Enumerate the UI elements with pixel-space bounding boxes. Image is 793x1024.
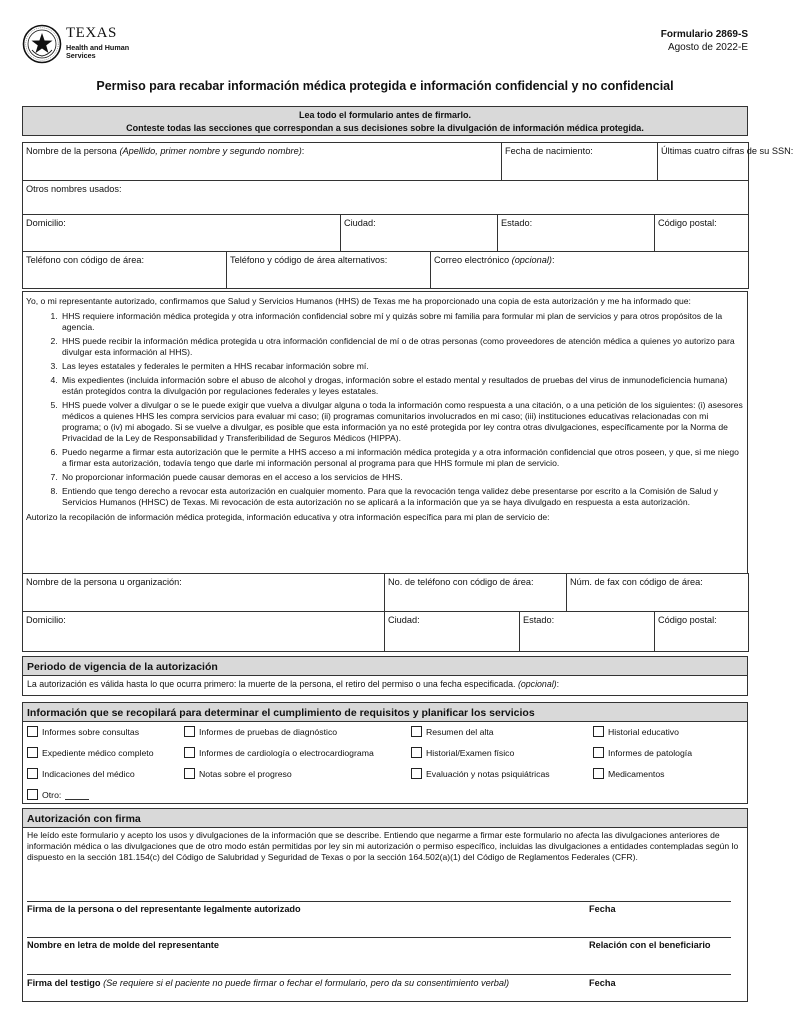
org-phone-label: No. de teléfono con código de área: [388,577,534,587]
checkbox-expediente-completo[interactable] [27,747,154,758]
signature-line[interactable] [27,901,593,902]
checkbox-evaluacion-psiquiatrica[interactable] [411,768,550,779]
zip-label: Código postal: [658,218,717,228]
witness-line[interactable] [27,974,593,975]
checkbox-box[interactable] [184,726,195,737]
person-name-field[interactable]: Nombre de la persona (Apellido, primer nombre y segundo nombre): [23,143,502,181]
checkbox-row-2 [23,745,747,766]
consent-item-8: 8. Entiendo que tengo derecho a revocar esta autorización en cualquier momento. Para que la revocación tenga validez debe presentarse por escrito a la Comisión de Salud y Servicios Humanos (HHSC) de Texas. Mi revocación de esta autorización no se aplicará a la información que ya se haya divulgado en respuesta a esta autorización. [60,486,744,508]
checkbox-medicamentos[interactable] [593,768,665,779]
org-zip-label: Código postal: [658,615,717,625]
checkbox-label: Informes de pruebas de diagnóstico [199,726,338,737]
checkbox-label: Resumen del alta [426,726,494,737]
checkbox-cardiologia[interactable] [184,747,374,758]
alt-phone-field[interactable] [227,252,431,289]
org-phone-field[interactable] [385,574,567,612]
consent-intro: Yo, o mi representante autorizado, confirmamos que Salud y Servicios Humanos (HHS) de Texas me ha proporcionado una copia de esta autorización y me ha informado que: [26,296,691,306]
checkbox-label: Evaluación y notas psiquiátricas [426,768,550,779]
checkbox-row-3 [23,766,747,787]
validity-heading: Periodo de vigencia de la autorización [22,656,748,676]
checkbox-box[interactable] [411,768,422,779]
checkbox-label: Historial/Examen físico [426,747,515,758]
info-checkbox-area [22,722,748,804]
org-city-field[interactable] [385,612,520,652]
city-field[interactable] [341,215,498,252]
checkbox-box[interactable] [411,747,422,758]
address-field[interactable] [23,215,341,252]
form-id [661,28,748,54]
checkbox-label: Indicaciones del médico [42,768,135,779]
relation-label: Relación con el beneficiario [589,940,711,950]
org-address-label: Domicilio: [26,615,66,625]
checkbox-label: Informes de patología [608,747,693,758]
checkbox-resumen-alta[interactable] [411,726,494,737]
checkbox-historial-examen[interactable] [411,747,514,758]
checkbox-box[interactable] [27,747,38,758]
checkbox-box[interactable] [184,768,195,779]
info-heading: Información que se recopilará para determinar el cumplimiento de requisitos y planificar los servicios [22,702,748,722]
checkbox-box[interactable] [27,789,38,800]
witness-label-text: Firma del testigo [27,978,101,988]
instructions-line-1: Lea todo el formulario antes de firmarlo. [298,110,472,120]
org-fax-label: Núm. de fax con código de área: [570,577,703,587]
witness-date-line[interactable] [589,974,731,975]
consent-item-7: 7. No proporcionar información puede causar demoras en el acceso a los servicios de HHS. [60,472,744,483]
logo-texas-text: TEXAS [66,25,117,41]
authorize-statement: Autorizo la recopilación de información médica protegida, información educativa y otra información específica para mi plan de servicio de: [26,512,550,522]
checkbox-otro[interactable] [27,789,89,800]
signature-heading: Autorización con firma [22,808,748,828]
checkbox-label: Informes sobre consultas [42,726,140,737]
checkbox-label: Expediente médico completo [42,747,154,758]
form-header [22,24,748,68]
org-zip-field[interactable] [655,612,749,652]
consent-section [22,291,748,574]
date-label: Fecha [589,904,616,914]
consent-item-3: 3. Las leyes estatales y federales le permiten a HHS recabar información sobre mí. [60,361,744,372]
address-label: Domicilio: [26,218,66,228]
checkbox-label: Medicamentos [608,768,665,779]
dob-label: Fecha de nacimiento: [505,146,593,156]
instructions-line-2: Conteste todas las secciones que correspondan a sus decisiones sobre la divulgación de información médica protegida. [126,123,644,133]
person-info-section [22,142,793,289]
state-label: Estado: [501,218,533,228]
consent-list [60,311,744,508]
checkbox-historial-educativo[interactable] [593,726,679,737]
checkbox-row-1 [23,724,747,745]
otro-input-line[interactable] [65,790,89,800]
consent-item-2: 2. HHS puede recibir la información médica protegida u otra información confidencial de mí o de otras personas (como proveedores de atención médica a quienes yo autorizo para divulgar esta información al HHS). [60,336,744,358]
person-name-hint: (Apellido, primer nombre y segundo nombre) [119,146,302,156]
signature-label: Firma de la persona o del representante legalmente autorizado [27,904,301,914]
print-name-label: Nombre en letra de molde del representante [27,940,219,950]
witness-hint: (Se requiere si el paciente no puede firmar o fechar el formulario, pero da su consentimiento verbal) [103,978,510,988]
consent-item-6: 6. Puedo negarme a firmar esta autorización que le permite a HHS acceso a mi información médica protegida y a otra información confidencial que otros poseen, y que, si me niego a firmar esta autorización, todavía tengo que darle mi información personal al programa para que HHS formule mi plan de servicio. [60,447,744,469]
org-city-label: Ciudad: [388,615,420,625]
print-name-line[interactable] [27,937,593,938]
person-name-label: Nombre de la persona [26,146,117,156]
email-field[interactable]: Correo electrónico (opcional): [431,252,749,289]
checkbox-row-4 [23,787,747,808]
ssn-field[interactable] [658,143,793,181]
witness-label [27,978,509,989]
phone-label: Teléfono con código de área: [26,255,144,265]
state-field[interactable] [498,215,655,252]
validity-text: La autorización es válida hasta lo que ocurra primero: la muerte de la persona, el retiro del permiso o una fecha especificada. [27,679,516,689]
email-hint: (opcional) [511,255,552,265]
checkbox-indicaciones-medico[interactable] [27,768,135,779]
checkbox-pruebas-diagnostico[interactable] [184,726,337,737]
alt-phone-label: Teléfono y código de área alternativos: [230,255,388,265]
logo-sub-line-1: Health and Human [66,43,130,52]
other-names-field[interactable] [23,181,749,215]
checkbox-informes-consultas[interactable] [27,726,139,737]
instructions-box [22,106,748,136]
signature-section [22,828,748,1002]
other-names-label: Otros nombres usados: [26,184,122,194]
validity-hint: (opcional) [517,679,557,689]
logo-sub-line-2: Services [66,51,96,60]
checkbox-label: Notas sobre el progreso [199,768,292,779]
org-state-field[interactable] [520,612,655,652]
org-name-field[interactable] [23,574,385,612]
checkbox-notas-progreso[interactable] [184,768,292,779]
org-address-field[interactable] [23,612,385,652]
checkbox-label: Informes de cardiología o electrocardiograma [199,747,374,758]
page-title: Permiso para recabar información médica protegida e información confidencial y no confidencial [96,79,674,93]
texas-seal-icon [22,24,62,64]
hhs-logo [22,24,142,66]
signature-statement: He leído este formulario y acepto los usos y divulgaciones de la información que se describe. Entiendo que negarme a firmar este formulario no afecta las divulgaciones anteriores de información médica o las divulgaciones que de otro modo están permitidas por ley sin mi autorización o permiso específico, incluidas las divulgaciones a entidades contempladas según lo dispuesto en la sección 181.154(c) del Código de Salubridad y Seguridad de Texas o por la sección 164.502(a)(1) del Código de Reglamentos Federales (CFR). [27,830,739,862]
witness-date-label: Fecha [589,978,616,988]
checkbox-label: Historial educativo [608,726,679,737]
checkbox-box[interactable] [27,726,38,737]
dob-field[interactable] [502,143,658,181]
org-fax-field[interactable] [567,574,749,612]
form-number: Formulario 2869-S [660,29,748,40]
email-label: Correo electrónico [434,255,510,265]
consent-item-4: 4. Mis expedientes (incluida información sobre el abuso de alcohol y drogas, información sobre el estado mental y resultados de pruebas del virus de inmunodeficiencia humana) están protegidos contra la divulgación por regulaciones federales y leyes estatales. [60,375,744,397]
organization-section [22,573,748,652]
checkbox-box[interactable] [593,747,604,758]
consent-item-5: 5. HHS puede volver a divulgar o se le puede exigir que vuelva a divulgar alguna o toda la información como respuesta a una citación, o a una petición de los siguientes: (i) asesores médicos a quienes HHS les compra servicios para evaluar mi caso; (ii) programas comunitarios involucrados en mi caso; (iii) instituciones educativas relacionadas con mi programa; o (iv) mi abogado. Si se vuelve a divulgar, es posible que esta información ya no esté protegida por ley contra otras divulgaciones, específicamente por la Norma de Privacidad de la Ley de Responsabilidad y Transferibilidad de Seguros Médicos (HIPPA). [60,400,744,444]
checkbox-box[interactable] [593,768,604,779]
checkbox-box[interactable] [184,747,195,758]
checkbox-label: Otro: [42,789,62,800]
validity-field[interactable]: La autorización es válida hasta lo que ocurra primero: la muerte de la persona, el retiro del permiso o una fecha especificada. (opcional): [22,676,748,696]
relation-line[interactable] [589,937,731,938]
checkbox-box[interactable] [411,726,422,737]
date-line[interactable] [589,901,731,902]
org-state-label: Estado: [523,615,555,625]
checkbox-box[interactable] [593,726,604,737]
form-date: Agosto de 2022-E [667,42,748,53]
checkbox-patologia[interactable] [593,747,692,758]
phone-field[interactable] [23,252,227,289]
checkbox-box[interactable] [27,768,38,779]
city-label: Ciudad: [344,218,376,228]
zip-field[interactable] [655,215,749,252]
org-name-label: Nombre de la persona u organización: [26,577,182,587]
ssn-label: Últimas cuatro cifras de su SSN: [661,146,793,156]
consent-item-1: 1. HHS requiere información médica protegida y otra información confidencial sobre mí y quizás sobre mi familia para formular mi plan de servicios y para otros propósitos de la agencia. [60,311,744,333]
